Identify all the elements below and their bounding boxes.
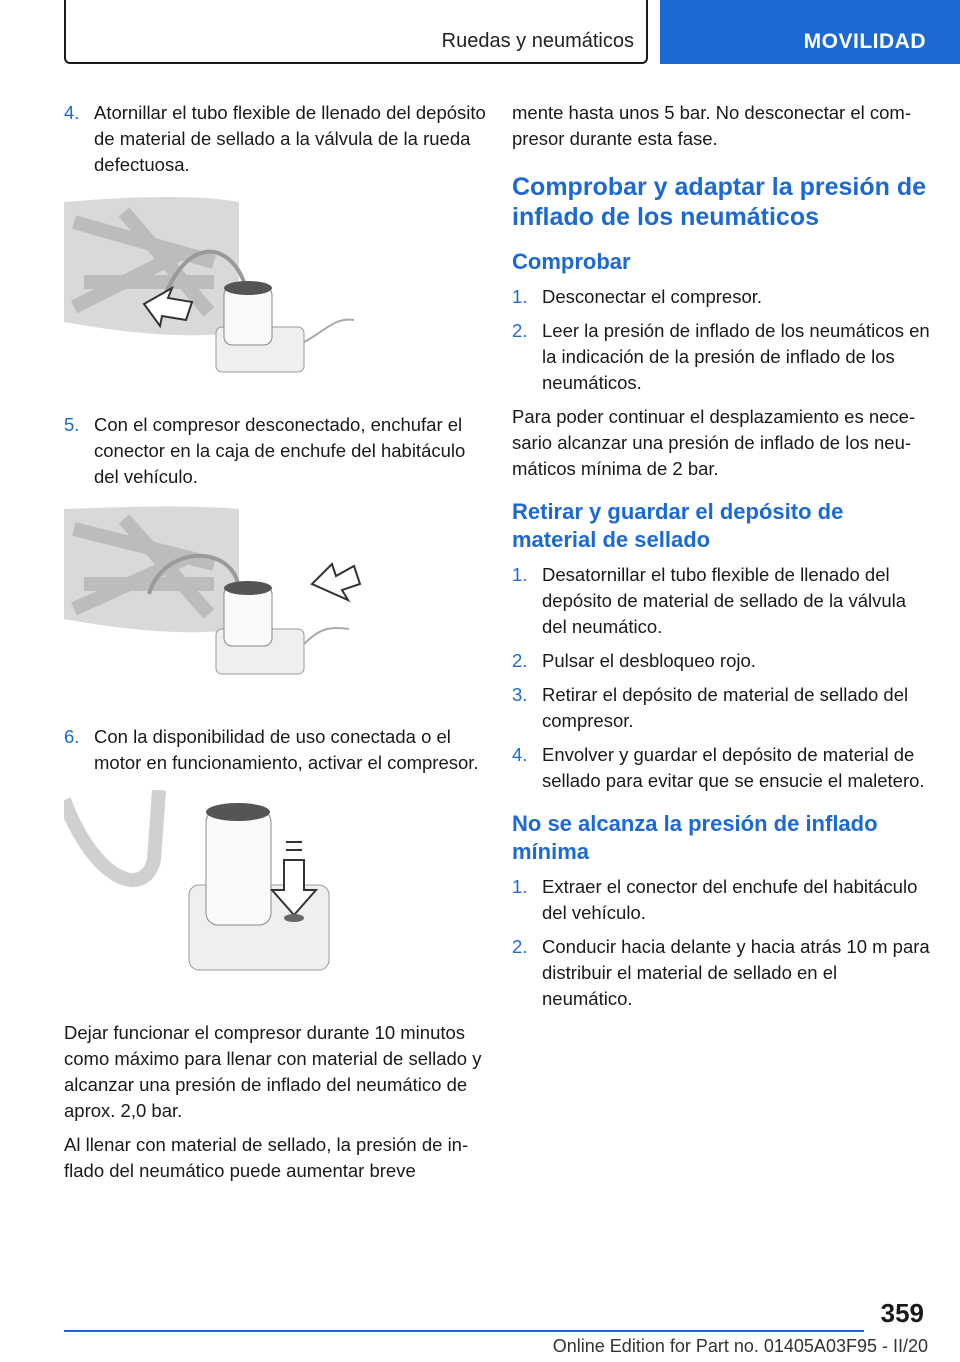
step-5 bbox=[64, 412, 489, 490]
heading-check-adapt-pressure: Comprobar y adaptar la presión de inflado de los neumáticos bbox=[512, 173, 926, 231]
left-column bbox=[64, 100, 489, 1192]
step-text: Desatornillar el tubo flexible de llenado del depósito de material de sellado de la válvula del neumático. bbox=[542, 564, 907, 637]
step-6 bbox=[64, 724, 489, 776]
step-number: 4. bbox=[512, 744, 528, 765]
heading-minimum-not-reached: No se alcanza la presión de inflado mínima bbox=[512, 811, 878, 864]
step-number: 3. bbox=[512, 684, 528, 705]
step-number: 1. bbox=[512, 876, 528, 897]
step-text: Conducir hacia delante y hacia atrás 10 m para distribuir el material de sellado en el neumático. bbox=[542, 936, 930, 1009]
header-chapter-tab bbox=[660, 0, 960, 64]
right-column bbox=[512, 100, 932, 1020]
sealant-hose-to-valve-illustration bbox=[64, 192, 364, 382]
step-number: 2. bbox=[512, 936, 528, 957]
remove-step-3 bbox=[512, 682, 932, 734]
heading-check: Comprobar bbox=[512, 249, 631, 274]
header-chapter-label: MOVILIDAD bbox=[803, 30, 926, 53]
paragraph-minimum-pressure: Para poder continuar el desplazamiento es necesario alcanzar una presión de inflado de los neumáticos mínima de 2 bar. bbox=[512, 406, 916, 479]
step-number: 5. bbox=[64, 414, 80, 435]
step-number: 2. bbox=[512, 650, 528, 671]
compressor-switch-illustration bbox=[64, 790, 364, 990]
compressor-plug-illustration bbox=[64, 504, 364, 694]
paragraph-pressure-rise: Al llenar con material de sellado, la presión de inflado del neumático puede aumentar breve bbox=[64, 1134, 469, 1181]
paragraph-pressure-rise-continued: mente hasta unos 5 bar. No desconectar el compresor durante esta fase. bbox=[512, 102, 912, 149]
paragraph-compressor-duration: Dejar funcionar el compresor durante 10 minutos como máximo para llenar con material de sellado y alcanzar una presión de inflado del neumático de aprox. 2,0 bar. bbox=[64, 1022, 482, 1121]
step-number: 4. bbox=[64, 102, 80, 123]
step-4 bbox=[64, 100, 489, 178]
step-text: Extraer el conector del enchufe del habitáculo del vehículo. bbox=[542, 876, 918, 923]
footer-edition: Online Edition for Part no. 01405A03F95 - II/20 bbox=[552, 1336, 928, 1356]
step-text: Retirar el depósito de material de sellado del compresor. bbox=[542, 684, 909, 731]
step-text: Atornillar el tubo flexible de llenado del depósito de material de sellado a la válvula de la rueda defectuosa. bbox=[94, 102, 486, 175]
step-text: Con la disponibilidad de uso conectada o el motor en funcionamiento, activar el compresor. bbox=[94, 726, 479, 773]
step-number: 2. bbox=[512, 320, 528, 341]
min-step-2 bbox=[512, 934, 932, 1012]
step-text: Pulsar el desbloqueo rojo. bbox=[542, 650, 756, 671]
remove-step-4 bbox=[512, 742, 932, 794]
step-text: Con el compresor desconectado, enchufar el conector en la caja de enchufe del habitáculo del vehículo. bbox=[94, 414, 466, 487]
min-step-1 bbox=[512, 874, 932, 926]
step-text: Desconectar el compresor. bbox=[542, 286, 763, 307]
step-number: 6. bbox=[64, 726, 80, 747]
step-text: Leer la presión de inflado de los neumáticos en la indicación de la presión de inflado de los neumáticos. bbox=[542, 320, 930, 393]
step-number: 1. bbox=[512, 564, 528, 585]
footer-divider bbox=[64, 1330, 864, 1332]
check-step-1 bbox=[512, 284, 932, 310]
heading-remove-store-container: Retirar y guardar el depósito de material de sellado bbox=[512, 499, 844, 552]
check-step-2 bbox=[512, 318, 932, 396]
page-number: 359 bbox=[880, 1298, 924, 1328]
header-section-box bbox=[64, 0, 648, 64]
remove-step-2 bbox=[512, 648, 932, 674]
remove-step-1 bbox=[512, 562, 932, 640]
step-text: Envolver y guardar el depósito de material de sellado para evitar que se ensucie el maletero. bbox=[542, 744, 925, 791]
header-section-title: Ruedas y neumáticos bbox=[441, 30, 634, 52]
step-number: 1. bbox=[512, 286, 528, 307]
